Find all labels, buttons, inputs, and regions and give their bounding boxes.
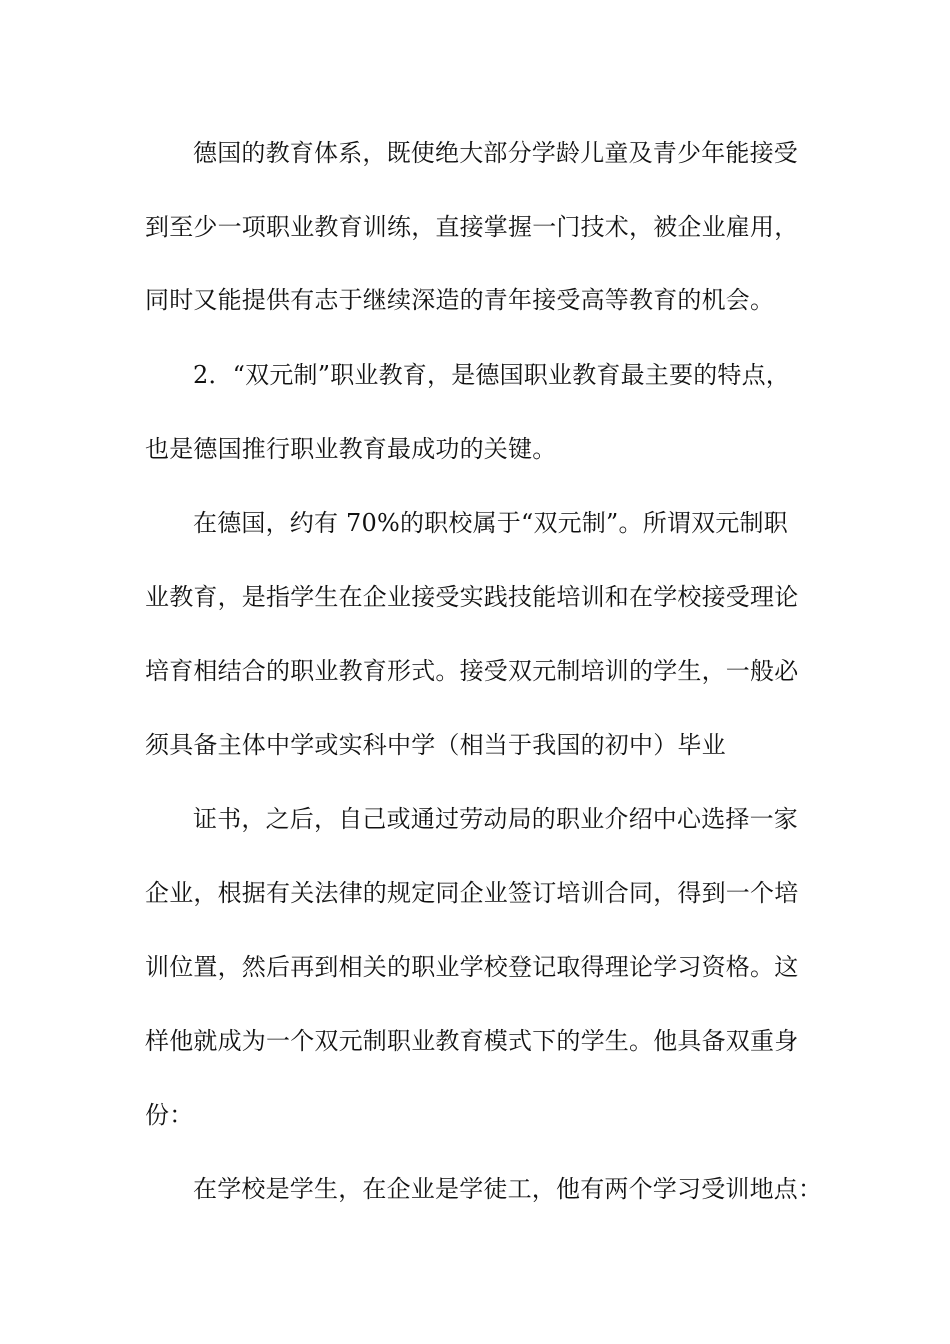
paragraph-line: 同时又能提供有志于继续深造的青年接受高等教育的机会。 bbox=[145, 286, 775, 314]
paragraph-line: 培育相结合的职业教育形式。接受双元制培训的学生，一般必 bbox=[145, 657, 799, 685]
paragraph-line: 企业，根据有关法律的规定同企业签订培训合同，得到一个培 bbox=[145, 879, 799, 907]
paragraph-line: 2．“双元制”职业教育，是德国职业教育最主要的特点， bbox=[193, 361, 791, 389]
paragraph-line: 样他就成为一个双元制职业教育模式下的学生。他具备双重身 bbox=[145, 1027, 799, 1055]
paragraph-line: 证书，之后，自己或通过劳动局的职业介绍中心选择一家 bbox=[193, 805, 798, 833]
paragraph-line: 德国的教育体系，既使绝大部分学龄儿童及青少年能接受 bbox=[193, 139, 798, 167]
paragraph-line: 到至少一项职业教育训练，直接掌握一门技术，被企业雇用， bbox=[145, 213, 799, 241]
paragraph-line: 份： bbox=[145, 1101, 194, 1129]
paragraph-line: 在学校是学生，在企业是学徒工，他有两个学习受训地点： bbox=[193, 1175, 823, 1203]
paragraph-line: 须具备主体中学或实科中学（相当于我国的初中）毕业 bbox=[145, 731, 726, 759]
paragraph-line: 也是德国推行职业教育最成功的关键。 bbox=[145, 435, 557, 463]
paragraph-line: 业教育，是指学生在企业接受实践技能培训和在学校接受理论 bbox=[145, 583, 799, 611]
paragraph-line: 训位置，然后再到相关的职业学校登记取得理论学习资格。这 bbox=[145, 953, 799, 981]
paragraph-line: 在德国，约有 70%的职校属于“双元制”。所谓双元制职 bbox=[193, 509, 788, 537]
